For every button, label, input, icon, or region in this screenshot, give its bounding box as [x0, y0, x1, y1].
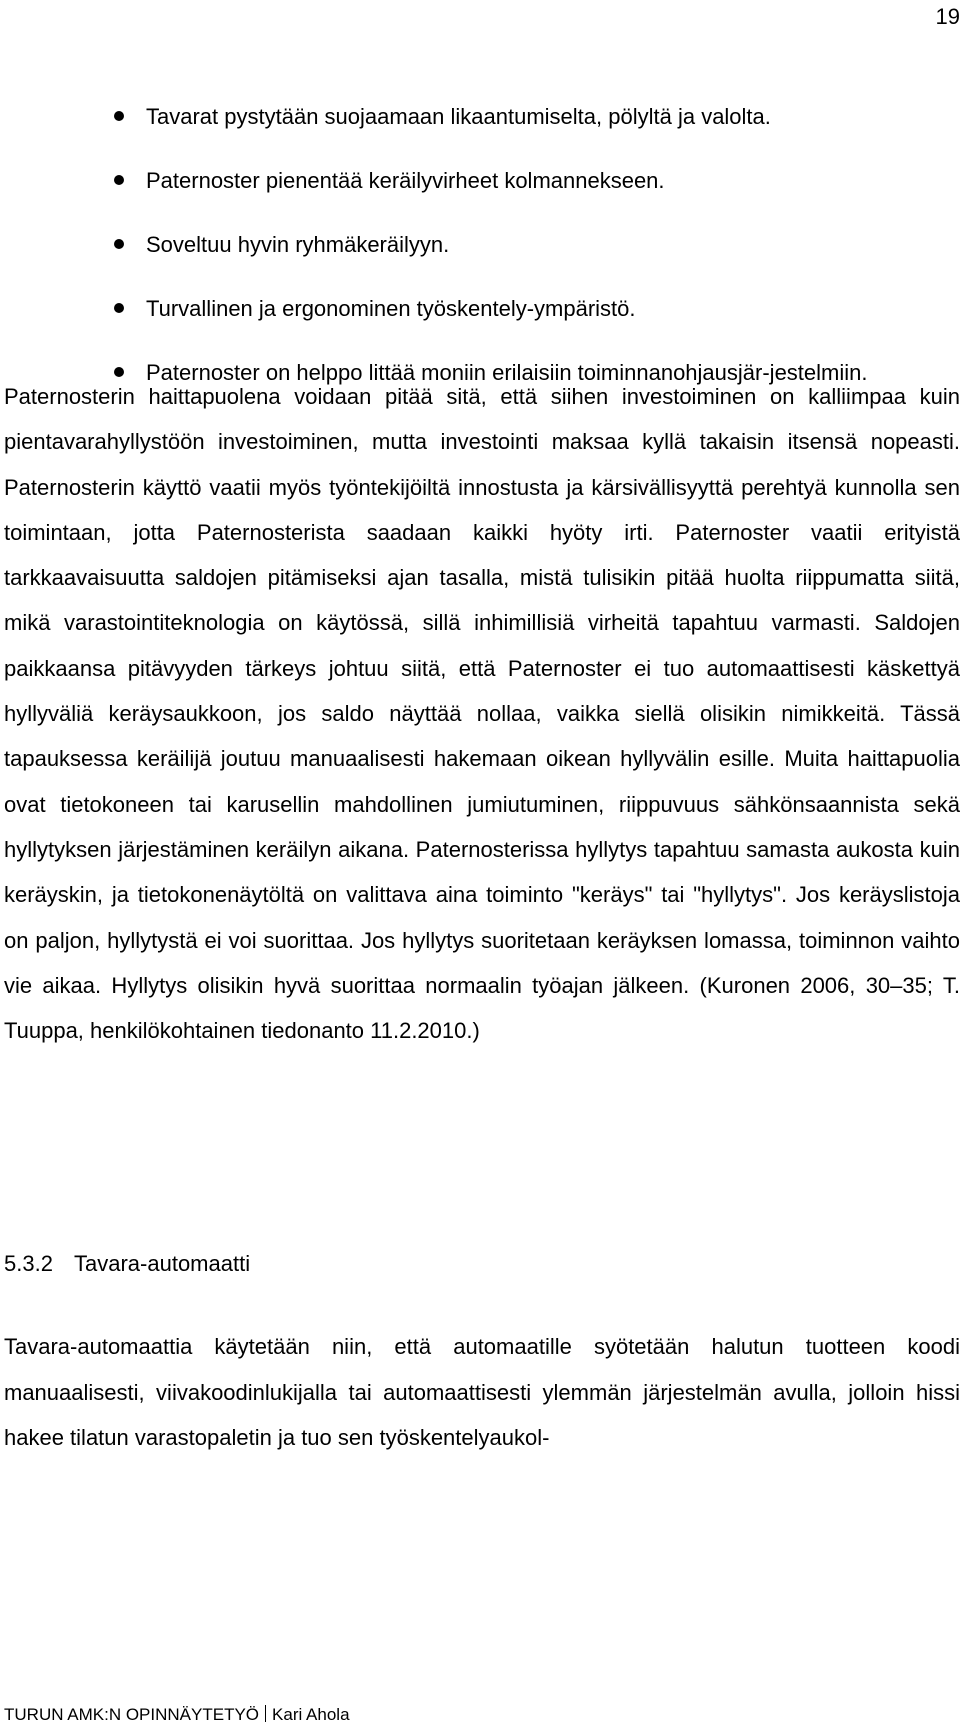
bullet-text: Soveltuu hyvin ryhmäkeräilyyn.	[146, 232, 450, 257]
bullet-item	[0, 94, 960, 140]
section-number: 5.3.2	[4, 1251, 53, 1276]
body-paragraph: Tavara-automaattia käytetään niin, että automaatille syötetään halutun tuotteen koodi manuaalisesti, viivakoodinlukijalla tai automaattisesti ylemmän järjestelmän avulla, jolloin hissi hakee tilatun varastopaletin ja tuo sen työskentelyaukol-	[4, 1334, 960, 1450]
bullet-item	[0, 286, 960, 332]
bullet-text: Tavarat pystytään suojaamaan likaantumiselta, pölyltä ja valolta.	[146, 104, 771, 129]
bullet-text: Paternoster pienentää keräilyvirheet kolmannekseen.	[146, 168, 665, 193]
bullet-item	[0, 158, 960, 204]
footer-author: Kari Ahola	[272, 1705, 350, 1724]
bullet-text: Paternoster on helppo littää moniin erilaisiin toiminnanohjausjär-jestelmiin.	[146, 360, 868, 385]
bullet-text: Turvallinen ja ergonominen työskentely-ympäristö.	[146, 296, 636, 321]
bullet-list	[0, 94, 960, 396]
section-title: Tavara-automaatti	[74, 1251, 251, 1276]
footer-divider	[265, 1705, 266, 1722]
bullet-item	[0, 222, 960, 268]
page-footer	[4, 1704, 350, 1726]
bullet-icon	[114, 303, 124, 313]
bullet-icon	[114, 239, 124, 249]
section-heading	[4, 1249, 250, 1279]
footer-institution: TURUN AMK:N OPINNÄYTETYÖ	[4, 1705, 260, 1724]
bullet-icon	[114, 111, 124, 121]
body-paragraph: Paternosterin haittapuolena voidaan pitää sitä, että siihen investoiminen on kalliimpaa kuin pientavarahyllystöön investoiminen, mutta investointi maksaa kyllä takaisin itsensä nopeasti. Paternosterin käyttö vaatii myös työntekijöiltä innostusta ja kärsivällisyyttä perehtyä kunnolla sen toimintaan, jotta Paternosterista saadaan kaikki hyöty irti. Paternoster vaatii erityistä tarkkaavaisuutta saldojen pitämiseksi ajan tasalla, mistä tulisikin pitää huolta riippumatta siitä, mikä varastointiteknologia on käytössä, sillä inhimillisiä virheitä tapahtuu varmasti. Saldojen paikkaansa pitävyyden tärkeys johtuu siitä, että Paternoster ei tuo automaattisesti käskettyä hyllyväliä keräysaukkoon, jos saldo näyttää nollaa, vaikka siellä olisikin nimikkeitä. Tässä tapauksessa keräilijä joutuu manuaalisesti hakemaan oikean hyllyvälin esille. Muita haittapuolia ovat tietokoneen tai karusellin mahdollinen jumiutuminen, riippuvuus sähkönsaannista sekä hyllytyksen järjestäminen keräilyn aikana. Paternosterissa hyllytys tapahtuu samasta aukosta kuin keräyskin, ja tietokonenäytöltä on valittava aina toiminto "keräys" tai "hyllytys". Jos keräyslistoja on paljon, hyllytystä ei voi suorittaa. Jos hyllytys suoritetaan keräyksen lomassa, toiminnon vaihto vie aikaa. Hyllytys olisikin hyvä suorittaa normaalin työajan jälkeen. (Kuronen 2006, 30–35; T. Tuuppa, henkilökohtainen tiedonanto 11.2.2010.)	[4, 384, 960, 1044]
bullet-icon	[114, 175, 124, 185]
page-number: 19	[935, 4, 960, 29]
